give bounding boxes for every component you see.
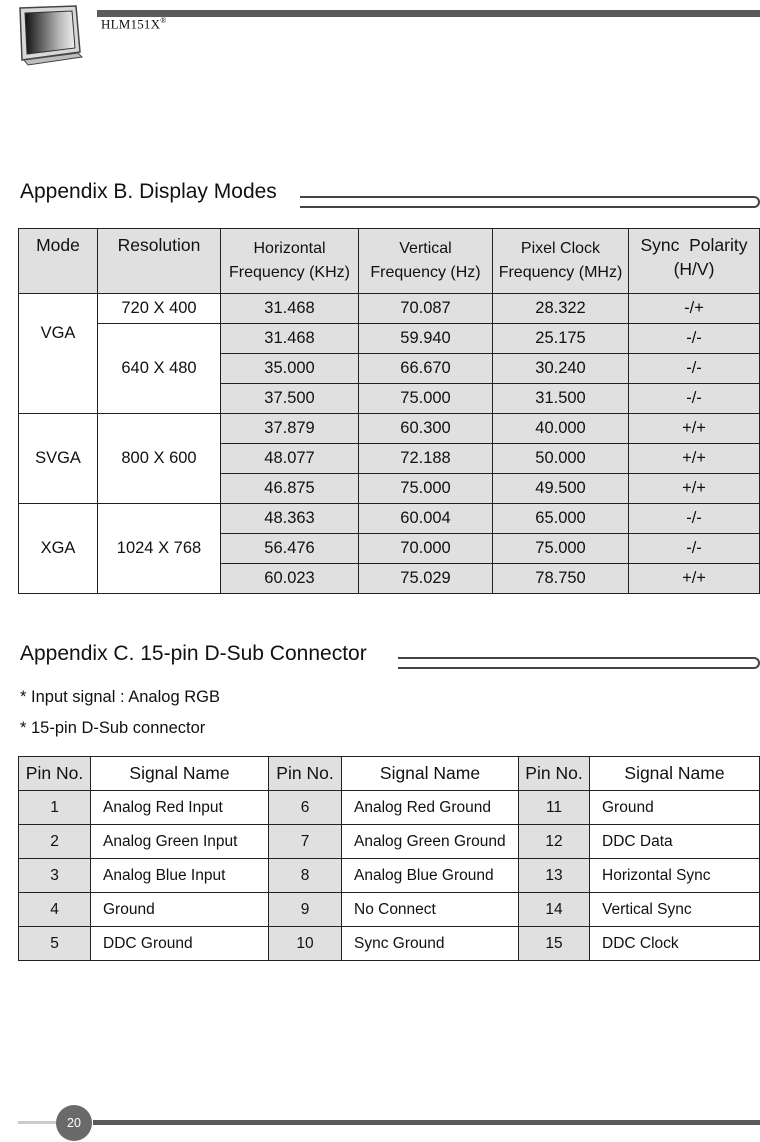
col-pin-no: Pin No. <box>269 757 342 791</box>
col-pin-no: Pin No. <box>519 757 590 791</box>
appendix-b-title: Appendix B. Display Modes <box>20 180 277 203</box>
resolution-cell: 720 X 400 <box>98 294 221 324</box>
hfreq-cell: 31.468 <box>221 294 359 324</box>
vfreq-cell: 72.188 <box>359 444 493 474</box>
signal-name: Horizontal Sync <box>590 859 760 893</box>
clock-cell: 25.175 <box>493 324 629 354</box>
signal-name: No Connect <box>342 893 519 927</box>
hfreq-cell: 60.023 <box>221 564 359 594</box>
pin-number: 4 <box>19 893 91 927</box>
clock-cell: 65.000 <box>493 504 629 534</box>
vfreq-cell: 59.940 <box>359 324 493 354</box>
col-mode: Mode <box>19 229 98 294</box>
pin-number: 5 <box>19 927 91 961</box>
page-number: 20 <box>56 1105 92 1141</box>
table-row <box>19 791 760 825</box>
signal-name: Sync Ground <box>342 927 519 961</box>
table-row <box>19 504 760 534</box>
signal-name: Ground <box>590 791 760 825</box>
model-name: HLM151X® <box>101 16 167 32</box>
pin-number: 14 <box>519 893 590 927</box>
mode-cell: VGA <box>19 294 98 414</box>
table-row <box>19 294 760 324</box>
sync-cell: +/+ <box>629 564 760 594</box>
vfreq-cell: 75.029 <box>359 564 493 594</box>
col-signal-name: Signal Name <box>91 757 269 791</box>
pin-number: 1 <box>19 791 91 825</box>
pin-number: 9 <box>269 893 342 927</box>
vfreq-cell: 75.000 <box>359 474 493 504</box>
sync-cell: -/- <box>629 534 760 564</box>
sync-cell: +/+ <box>629 444 760 474</box>
col-horizontal-frequency: Horizontal Frequency (KHz) <box>221 229 359 294</box>
signal-name: Analog Blue Input <box>91 859 269 893</box>
hfreq-cell: 48.077 <box>221 444 359 474</box>
table-row <box>19 893 760 927</box>
hfreq-cell: 37.500 <box>221 384 359 414</box>
signal-name: DDC Data <box>590 825 760 859</box>
footer-rule <box>93 1120 760 1125</box>
footer-rule-left <box>18 1121 58 1124</box>
note-connector-type: * 15-pin D-Sub connector <box>20 719 206 737</box>
table-row <box>19 825 760 859</box>
pin-number: 2 <box>19 825 91 859</box>
table-row <box>19 414 760 444</box>
clock-cell: 78.750 <box>493 564 629 594</box>
header-rule <box>97 10 760 17</box>
clock-cell: 49.500 <box>493 474 629 504</box>
pin-assignment-table <box>18 756 760 961</box>
pin-number: 13 <box>519 859 590 893</box>
vfreq-cell: 70.087 <box>359 294 493 324</box>
clock-cell: 40.000 <box>493 414 629 444</box>
sync-cell: -/- <box>629 504 760 534</box>
hfreq-cell: 48.363 <box>221 504 359 534</box>
col-signal-name: Signal Name <box>590 757 760 791</box>
col-vertical-frequency: Vertical Frequency (Hz) <box>359 229 493 294</box>
sync-cell: +/+ <box>629 474 760 504</box>
signal-name: Ground <box>91 893 269 927</box>
resolution-cell: 1024 X 768 <box>98 504 221 594</box>
clock-cell: 75.000 <box>493 534 629 564</box>
signal-name: Analog Red Input <box>91 791 269 825</box>
signal-name: Analog Green Input <box>91 825 269 859</box>
heading-rule <box>398 657 760 669</box>
table-row <box>19 859 760 893</box>
vfreq-cell: 75.000 <box>359 384 493 414</box>
signal-name: Vertical Sync <box>590 893 760 927</box>
col-resolution: Resolution <box>98 229 221 294</box>
pin-number: 15 <box>519 927 590 961</box>
table-row <box>19 324 760 354</box>
vfreq-cell: 60.300 <box>359 414 493 444</box>
clock-cell: 30.240 <box>493 354 629 384</box>
pin-number: 10 <box>269 927 342 961</box>
table-row <box>19 927 760 961</box>
signal-name: DDC Clock <box>590 927 760 961</box>
signal-name: Analog Red Ground <box>342 791 519 825</box>
pin-number: 11 <box>519 791 590 825</box>
resolution-cell: 800 X 600 <box>98 414 221 504</box>
signal-name: Analog Blue Ground <box>342 859 519 893</box>
hfreq-cell: 56.476 <box>221 534 359 564</box>
sync-cell: +/+ <box>629 414 760 444</box>
heading-rule <box>300 196 760 208</box>
col-pixel-clock: Pixel Clock Frequency (MHz) <box>493 229 629 294</box>
display-modes-table <box>18 228 760 594</box>
pin-number: 3 <box>19 859 91 893</box>
appendix-c-title: Appendix C. 15-pin D-Sub Connector <box>20 642 367 665</box>
clock-cell: 28.322 <box>493 294 629 324</box>
hfreq-cell: 46.875 <box>221 474 359 504</box>
mode-cell: XGA <box>19 504 98 594</box>
hfreq-cell: 31.468 <box>221 324 359 354</box>
sync-cell: -/+ <box>629 294 760 324</box>
sync-cell: -/- <box>629 324 760 354</box>
vfreq-cell: 60.004 <box>359 504 493 534</box>
col-sync-polarity: Sync Polarity (H/V) <box>629 229 760 294</box>
pin-number: 7 <box>269 825 342 859</box>
col-signal-name: Signal Name <box>342 757 519 791</box>
vfreq-cell: 70.000 <box>359 534 493 564</box>
mode-cell: SVGA <box>19 414 98 504</box>
sync-cell: -/- <box>629 384 760 414</box>
signal-name: Analog Green Ground <box>342 825 519 859</box>
monitor-icon <box>14 4 88 66</box>
signal-name: DDC Ground <box>91 927 269 961</box>
sync-cell: -/- <box>629 354 760 384</box>
clock-cell: 50.000 <box>493 444 629 474</box>
pin-number: 8 <box>269 859 342 893</box>
hfreq-cell: 35.000 <box>221 354 359 384</box>
col-pin-no: Pin No. <box>19 757 91 791</box>
pin-number: 6 <box>269 791 342 825</box>
hfreq-cell: 37.879 <box>221 414 359 444</box>
pin-number: 12 <box>519 825 590 859</box>
vfreq-cell: 66.670 <box>359 354 493 384</box>
resolution-cell: 640 X 480 <box>98 324 221 414</box>
note-input-signal: * Input signal : Analog RGB <box>20 688 220 706</box>
clock-cell: 31.500 <box>493 384 629 414</box>
